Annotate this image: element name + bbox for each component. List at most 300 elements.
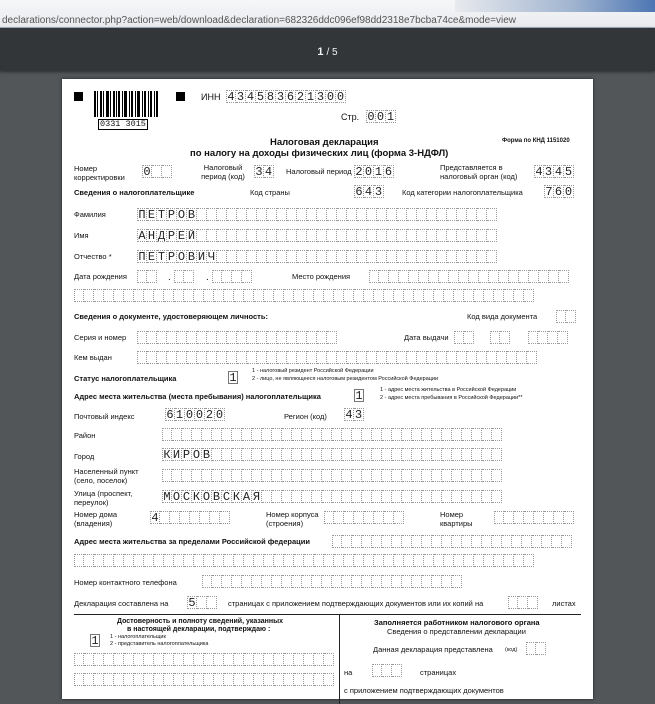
- current-page[interactable]: 1: [317, 46, 324, 58]
- form-cell: [392, 575, 402, 588]
- form-cell: [377, 351, 387, 364]
- form-cell: [369, 270, 379, 283]
- form-cell: [204, 554, 214, 567]
- form-cell: В: [187, 250, 196, 263]
- form-cell: [477, 229, 487, 242]
- form-cell: [394, 554, 404, 567]
- form-cell: [494, 511, 504, 524]
- form-cell: [222, 448, 232, 461]
- form-cell: [347, 208, 357, 221]
- pages-suffix: страницах с приложением подтверждающих документов или их копий на: [228, 599, 484, 608]
- form-cell: [287, 208, 297, 221]
- form-cell: И: [172, 448, 181, 461]
- form-cell: [207, 331, 217, 344]
- form-cell: [324, 511, 334, 524]
- building-label-line: Номер корпуса: [266, 510, 319, 519]
- form-cell: [297, 208, 307, 221]
- url-text[interactable]: declarations/connector.php?action=web/download&declaration=682326ddc096ef98dd2318e7bcba74ce&mode=view: [2, 15, 517, 26]
- form-cell: [84, 554, 94, 567]
- form-cell: [217, 331, 227, 344]
- postcode-cells: [165, 408, 225, 421]
- form-cell: [500, 331, 510, 344]
- form-cell: [174, 673, 184, 686]
- form-cell: [224, 673, 234, 686]
- form-cell: [467, 208, 477, 221]
- name-cells: [137, 229, 497, 242]
- form-cell: [204, 673, 214, 686]
- form-cell: [264, 289, 274, 302]
- street-label-line: Улица (проспект,: [74, 489, 133, 498]
- form-cell: [522, 535, 532, 548]
- form-cell: [332, 490, 342, 503]
- form-cell: 0: [215, 408, 224, 421]
- form-cell: [332, 448, 342, 461]
- form-cell: [247, 208, 257, 221]
- form-cell: [412, 448, 422, 461]
- confirm-option-1: 1 - налогоплательщик: [110, 634, 166, 640]
- date-dot: .: [206, 272, 209, 283]
- address-section-title: Адрес места жительства (места пребывания) налогоплательщика: [74, 392, 321, 401]
- form-cell: [104, 653, 114, 666]
- form-cell: [194, 673, 204, 686]
- form-cell: 4: [364, 185, 373, 198]
- form-cell: [237, 250, 247, 263]
- form-cell: [504, 554, 514, 567]
- form-cell: [504, 511, 514, 524]
- form-cell: [227, 351, 237, 364]
- category-label: Код категории налогоплательщика: [402, 188, 523, 197]
- form-cell: [344, 554, 354, 567]
- patronymic-cells: [137, 250, 497, 263]
- form-cell: Н: [147, 229, 156, 242]
- form-cell: [402, 490, 412, 503]
- form-cell: 0: [376, 110, 385, 123]
- form-cell: [227, 208, 237, 221]
- form-cell: [314, 554, 324, 567]
- form-cell: [472, 490, 482, 503]
- form-cell: [409, 270, 419, 283]
- office-code-label: (код): [505, 647, 518, 653]
- form-cell: [284, 673, 294, 686]
- form-cell: [307, 208, 317, 221]
- form-cell: [227, 331, 237, 344]
- office-pages-cells: [372, 664, 402, 677]
- form-cell: [467, 229, 477, 242]
- form-cell: [412, 575, 422, 588]
- form-cell: 0: [364, 165, 373, 178]
- form-cell: Ч: [207, 250, 216, 263]
- address-type-cell: [354, 389, 364, 402]
- form-cell: [379, 270, 389, 283]
- form-cell: [194, 289, 204, 302]
- form-cell: [558, 331, 568, 344]
- form-cell: [232, 575, 242, 588]
- form-cell: [477, 250, 487, 263]
- form-cell: [429, 270, 439, 283]
- form-cell: [562, 535, 572, 548]
- form-cell: Я: [252, 490, 261, 503]
- form-cell: [312, 469, 322, 482]
- form-cell: [262, 490, 272, 503]
- birth-year-cells: [212, 270, 252, 283]
- form-cell: В: [212, 490, 221, 503]
- form-cell: [202, 575, 212, 588]
- form-cell: [124, 653, 134, 666]
- form-cell: [262, 448, 272, 461]
- form-cell: [312, 448, 322, 461]
- phone-label: Номер контактного телефона: [74, 578, 177, 587]
- form-cell: [167, 331, 177, 344]
- house-label-line: Номер дома: [74, 510, 118, 519]
- district-label: Район: [74, 431, 96, 440]
- form-cell: [152, 165, 162, 178]
- form-cell: [482, 428, 492, 441]
- form-cell: [552, 535, 562, 548]
- form-cell: [507, 351, 517, 364]
- form-cell: [192, 428, 202, 441]
- form-cell: 2: [296, 90, 305, 103]
- form-cell: [274, 554, 284, 567]
- form-cell: [404, 554, 414, 567]
- form-cell: [464, 289, 474, 302]
- form-cell: [454, 331, 464, 344]
- form-cell: [454, 554, 464, 567]
- form-cell: [277, 351, 287, 364]
- form-cell: [422, 469, 432, 482]
- inn-label: ИНН: [201, 92, 221, 102]
- form-cell: [477, 351, 487, 364]
- form-cell: [287, 331, 297, 344]
- form-cell: 6: [554, 185, 563, 198]
- tax-period-code-label: Налоговый период (код): [201, 163, 245, 181]
- form-cell: [332, 428, 342, 441]
- form-cell: [437, 351, 447, 364]
- form-cell: [504, 289, 514, 302]
- form-cell: [538, 331, 548, 344]
- form-cell: [94, 653, 104, 666]
- form-cell: [352, 428, 362, 441]
- form-cell: [508, 596, 518, 609]
- office-pages: страницах: [420, 668, 457, 677]
- form-cell: [434, 289, 444, 302]
- region-cells: [344, 408, 364, 421]
- form-cell: [264, 653, 274, 666]
- form-cell: [352, 490, 362, 503]
- form-cell: [472, 428, 482, 441]
- country-cells: [354, 185, 384, 198]
- form-cell: [444, 289, 454, 302]
- form-cell: 0: [336, 90, 345, 103]
- form-cell: [322, 490, 332, 503]
- form-cell: [237, 351, 247, 364]
- form-cell: [257, 208, 267, 221]
- form-cell: [277, 331, 287, 344]
- form-cell: [514, 554, 524, 567]
- form-cell: [372, 664, 382, 677]
- form-cell: [417, 229, 427, 242]
- form-cell: [327, 331, 337, 344]
- form-cell: [427, 229, 437, 242]
- form-cell: [462, 535, 472, 548]
- phone-cells: [202, 575, 462, 588]
- form-cell: [242, 428, 252, 441]
- form-cell: [244, 289, 254, 302]
- issue-date-cells: [454, 331, 474, 344]
- taxpayer-section-title: Сведения о налогоплательщике: [74, 188, 195, 197]
- form-cell: [287, 351, 297, 364]
- category-cells: [544, 185, 574, 198]
- form-cell: [184, 554, 194, 567]
- form-cell: [212, 270, 222, 283]
- form-cell: [312, 575, 322, 588]
- form-cell: [534, 511, 544, 524]
- form-cell: [452, 535, 462, 548]
- form-cell: 7: [545, 185, 553, 198]
- form-cell: [190, 511, 200, 524]
- form-cell: [167, 351, 177, 364]
- form-cell: [144, 673, 154, 686]
- form-cell: [302, 469, 312, 482]
- form-cell: [432, 575, 442, 588]
- declaration-page: [62, 79, 593, 699]
- form-cell: [492, 428, 502, 441]
- form-cell: [114, 289, 124, 302]
- city-label: Город: [74, 452, 95, 461]
- flat-label: [440, 510, 473, 528]
- form-cell: [212, 575, 222, 588]
- form-cell: [536, 642, 546, 655]
- form-cell: [566, 310, 576, 323]
- tax-period-label: Налоговый период: [286, 167, 352, 176]
- form-cell: [464, 331, 474, 344]
- form-cell: [282, 575, 292, 588]
- form-cell: [104, 673, 114, 686]
- form-cell: [252, 448, 262, 461]
- form-cell: И: [197, 250, 206, 263]
- form-cell: [214, 289, 224, 302]
- form-cell: С: [222, 490, 231, 503]
- form-cell: [332, 535, 342, 548]
- form-cell: [367, 208, 377, 221]
- form-cell: [222, 270, 232, 283]
- form-cell: [222, 575, 232, 588]
- form-cell: [479, 270, 489, 283]
- form-cell: 4: [227, 90, 235, 103]
- form-cell: [524, 511, 534, 524]
- form-cell: [174, 270, 184, 283]
- form-cell: [352, 469, 362, 482]
- form-cell: 3: [276, 90, 285, 103]
- form-cell: [244, 653, 254, 666]
- form-cell: [394, 289, 404, 302]
- form-cell: Е: [147, 250, 156, 263]
- form-cell: [499, 270, 509, 283]
- status-cell: [228, 371, 238, 384]
- form-cell: [304, 289, 314, 302]
- form-cell: [287, 229, 297, 242]
- form-cell: В: [187, 208, 196, 221]
- confirm-title: Достоверность и полноту сведений, указанных: [117, 618, 283, 625]
- form-cell: [412, 469, 422, 482]
- issued-by-label: Кем выдан: [74, 353, 112, 362]
- form-cell: [182, 428, 192, 441]
- form-cell: [217, 208, 227, 221]
- form-cell: [207, 596, 217, 609]
- form-cell: [419, 270, 429, 283]
- form-cell: [144, 289, 154, 302]
- form-cell: [174, 653, 184, 666]
- form-cell: [437, 208, 447, 221]
- form-cell: [242, 469, 252, 482]
- form-cell: [282, 490, 292, 503]
- house-cells: [150, 511, 230, 524]
- form-cell: [277, 229, 287, 242]
- form-cell: [384, 554, 394, 567]
- form-cell: [137, 331, 147, 344]
- form-cell: [377, 229, 387, 242]
- form-cell: [274, 673, 284, 686]
- office-title: Заполняется работником налогового органа: [374, 618, 540, 627]
- form-cell: [237, 331, 247, 344]
- form-cell: [352, 535, 362, 548]
- form-cell: [317, 229, 327, 242]
- form-cell: [244, 554, 254, 567]
- form-cell: [202, 469, 212, 482]
- confirm-cell: [90, 634, 100, 647]
- form-cell: [137, 270, 147, 283]
- form-cell: [217, 351, 227, 364]
- form-cell: 0: [564, 185, 573, 198]
- form-cell: [564, 511, 574, 524]
- form-cell: [392, 469, 402, 482]
- office-presented: Данная декларация представлена: [373, 645, 493, 654]
- form-cell: [509, 270, 519, 283]
- authority-label: Представляется в налоговый орган (код): [440, 163, 518, 181]
- form-cell: [519, 270, 529, 283]
- form-cell: [257, 250, 267, 263]
- form-cell: [402, 448, 412, 461]
- form-cell: [529, 270, 539, 283]
- form-cell: [528, 331, 538, 344]
- form-cell: [482, 535, 492, 548]
- form-cell: [544, 511, 554, 524]
- form-cell: [304, 653, 314, 666]
- form-cell: [247, 250, 257, 263]
- office-subtitle: Сведения о представлении декларации: [387, 627, 526, 636]
- form-cell: [452, 490, 462, 503]
- form-cell: [252, 428, 262, 441]
- form-cell: [374, 511, 384, 524]
- form-cell: [337, 351, 347, 364]
- form-cell: [274, 289, 284, 302]
- form-cell: [247, 351, 257, 364]
- form-cell: [177, 351, 187, 364]
- form-cell: [342, 428, 352, 441]
- form-cell: 5: [564, 165, 573, 178]
- form-cell: [264, 673, 274, 686]
- form-cell: 6: [355, 185, 363, 198]
- form-cell: [392, 448, 402, 461]
- form-cell: [184, 653, 194, 666]
- form-cell: [367, 351, 377, 364]
- form-cell: [307, 229, 317, 242]
- form-cell: [307, 351, 317, 364]
- form-cell: [224, 554, 234, 567]
- form-cell: [267, 351, 277, 364]
- tax-period-cells: [354, 165, 394, 178]
- form-cell: [342, 535, 352, 548]
- form-cell: [244, 673, 254, 686]
- form-cell: [442, 428, 452, 441]
- form-cell: [172, 469, 182, 482]
- building-label: [266, 510, 319, 528]
- form-cell: [528, 596, 538, 609]
- form-cell: [462, 490, 472, 503]
- flat-label-line: Номер: [440, 510, 464, 519]
- form-cell: [267, 208, 277, 221]
- form-cell: [542, 535, 552, 548]
- form-cell: [134, 653, 144, 666]
- form-cell: [397, 250, 407, 263]
- form-cell: [422, 448, 432, 461]
- form-cell: [227, 229, 237, 242]
- form-cell: [292, 428, 302, 441]
- form-cell: [424, 554, 434, 567]
- form-cell: [354, 554, 364, 567]
- form-cell: [162, 165, 172, 178]
- form-cell: 1: [91, 634, 99, 647]
- form-cell: [257, 229, 267, 242]
- form-cell: [212, 469, 222, 482]
- form-cell: [527, 351, 537, 364]
- form-cell: [94, 289, 104, 302]
- form-cell: [327, 351, 337, 364]
- status-option-2: 2 - лицо, не являющееся налоговым резидентом Российской Федерации: [252, 376, 439, 382]
- form-cell: [424, 289, 434, 302]
- form-cell: [387, 250, 397, 263]
- form-cell: [439, 270, 449, 283]
- form-cell: [317, 250, 327, 263]
- browser-address-bar[interactable]: [0, 0, 655, 28]
- form-cell: [74, 673, 84, 686]
- form-cell: [442, 535, 452, 548]
- form-cell: [272, 428, 282, 441]
- form-cell: [407, 351, 417, 364]
- form-cell: [454, 289, 464, 302]
- form-cell: [487, 250, 497, 263]
- form-cell: [372, 448, 382, 461]
- form-cell: [254, 289, 264, 302]
- form-cell: 1: [306, 90, 315, 103]
- form-cell: [417, 250, 427, 263]
- form-cell: [234, 289, 244, 302]
- form-cell: [292, 469, 302, 482]
- form-cell: [134, 673, 144, 686]
- form-cell: [397, 208, 407, 221]
- form-cell: [402, 428, 412, 441]
- form-cell: [382, 490, 392, 503]
- form-cell: [187, 351, 197, 364]
- form-cell: [322, 469, 332, 482]
- form-cell: [374, 554, 384, 567]
- form-cell: [282, 428, 292, 441]
- form-cell: [314, 289, 324, 302]
- form-cell: [204, 653, 214, 666]
- form-cell: [397, 351, 407, 364]
- form-cell: [364, 554, 374, 567]
- corner-marker: [74, 92, 83, 101]
- form-cell: [324, 673, 334, 686]
